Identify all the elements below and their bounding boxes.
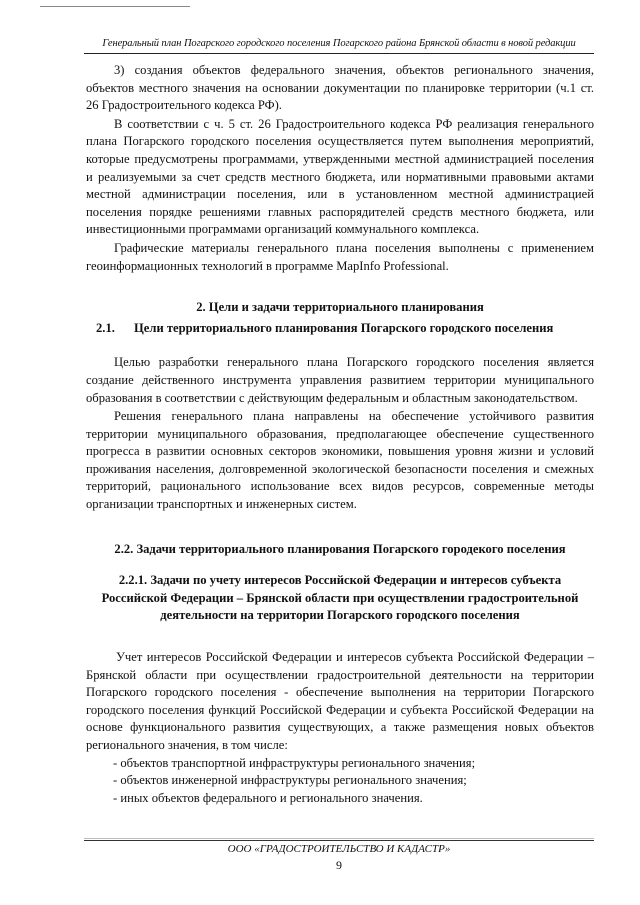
section-heading-2-2: 2.2. Задачи территориального планирования Погарского городекого поселения bbox=[114, 541, 566, 556]
header-rule bbox=[84, 53, 594, 54]
page-body bbox=[86, 60, 594, 807]
paragraph-decisions: Решения генерального плана направлены на обеспечение устойчивого развития территории муниципального образования, предполагающее обеспечение существенного прогресса в развитии основных секторов экономики, повышения уровня жизни и условий проживания населения, долговременной экологической безопасности поселения и смежных территорий, рационального использование всех видов ресурсов, современные методы организации транспортных и инженерных систем. bbox=[86, 409, 594, 512]
heading-text: Цели территориального планирования Погарского городского поселения bbox=[134, 320, 554, 335]
page-number: 9 bbox=[336, 858, 342, 872]
section-heading-2: 2. Цели и задачи территориального планирования bbox=[196, 300, 484, 315]
section-heading-2-2-1: 2.2.1. Задачи по учету интересов Российской Федерации и интересов субъекта Российской Федерации – Брянской области при осуществлении градостроительной деятельности на территории Погарского городского поселения bbox=[101, 573, 579, 623]
running-header: Генеральный план Погарского городского поселения Погарского района Брянской области в новой редакции bbox=[102, 38, 576, 49]
paragraph-goal: Целью разработки генерального плана Погарского городского поселения является создание действенного инструмента управления развитием территории муниципального образования в соответствии с действующим федеральным и областным законодательством. bbox=[86, 355, 594, 405]
paragraph-interests: Учет интересов Российской Федерации и интересов субъекта Российской Федерации – Брянской области при осуществлении градостроительной деятельности на территории Погарского городского поселения - обеспечение выполнения на территории Погарского городского поселения функций Российской Федерации и субъекта Российской Федерации на основе функционального развития существующих, а также размещения новых объектов регионального значения, в том числе: bbox=[86, 650, 594, 752]
paragraph-graphic-materials: Графические материалы генерального плана поселения выполнены с применением геоинформационных технологий в программе MapInfo Professional. bbox=[86, 240, 594, 273]
list-item: - объектов транспортной инфраструктуры регионального значения; bbox=[113, 755, 476, 770]
paragraph-implementation: В соответствии с ч. 5 ст. 26 Градостроительного кодекса РФ реализация генерального плана Погарского городского поселения осуществляется путем выполнения мероприятий, которые предусмотрены программами, утвержденными местной администрацией поселения и реализуемыми за счет средств местного бюджета, или нормативными правовыми актами местной администрации поселения, или в установленном местной администрацией поселения порядке решениями главных распорядителей средств местного бюджета, или инвестиционными программами организаций коммунального комплекса. bbox=[86, 116, 594, 237]
scan-artifact-line bbox=[172, 6, 190, 7]
scan-artifact-line bbox=[40, 6, 190, 7]
footer-rule bbox=[84, 838, 594, 839]
section-heading-2-1 bbox=[86, 320, 594, 338]
footer-rule bbox=[84, 840, 594, 841]
paragraph-implementation-item3: 3) создания объектов федерального значения, объектов регионального значения, объектов местного значения на основании документации по планировке территории (ч.1 ст. 26 Градостроительного кодекса РФ). bbox=[86, 63, 594, 113]
list-item: - объектов инженерной инфраструктуры регионального значения; bbox=[113, 773, 467, 788]
heading-number: 2.1. bbox=[96, 320, 115, 335]
list-item: - иных объектов федерального и регионального значения. bbox=[113, 790, 423, 805]
footer-company: ООО «ГРАДОСТРОИТЕЛЬСТВО И КАДАСТР» bbox=[227, 843, 451, 855]
